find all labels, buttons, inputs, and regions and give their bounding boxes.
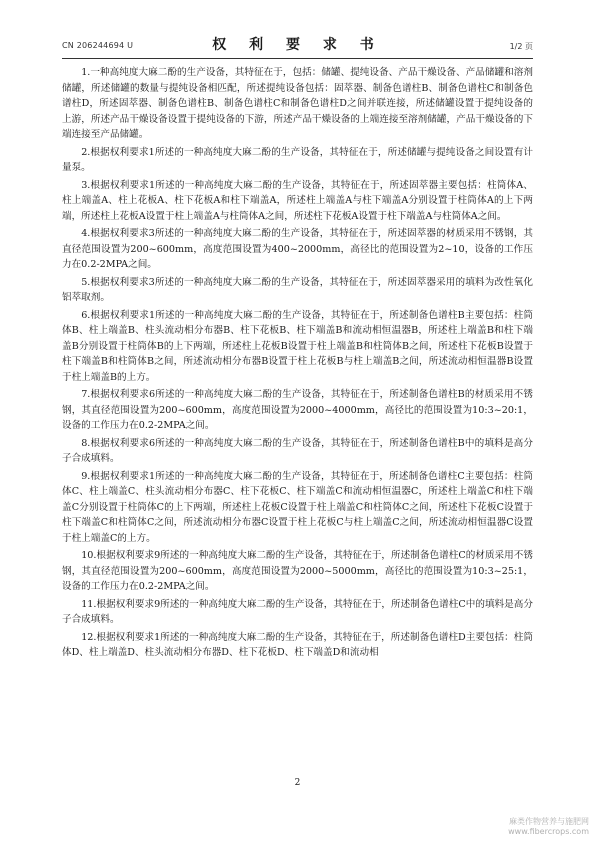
- claim-2: 2.根据权利要求1所述的一种高纯度大麻二酚的生产设备，其特征在于，所述储罐与提纯设备之间设置有计量泵。: [62, 146, 533, 173]
- claim-6: 6.根据权利要求1所述的一种高纯度大麻二酚的生产设备，其特征在于，所述制备色谱柱B主要包括：柱筒体B、柱上端盖B、柱头流动相分布器B、柱下花板B、柱下端盖B和流动相恒温器B，所述柱上端盖B和柱下端盖B分别设置于柱筒体B的上下两端，所述柱上花板B设置于柱上端盖B和柱筒体B之间，所述柱下花板B设置于柱下端盖B和柱筒体B之间，所述流动相分布器B设置于柱上花板B与柱上端盖B之间，所述流动相恒温器B设置于柱上端盖B的上方。: [62, 309, 533, 383]
- claim-4: 4.根据权利要求3所述的一种高纯度大麻二酚的生产设备，其特征在于，所述固萃器的材质采用不锈钢，其直径范围设置为200~600mm，高度范围设置为400~2000mm，高径比的范围设置为2~10，设备的工作压力在0.2-2MPA之间。: [62, 228, 533, 270]
- document-title: 权 利 要 求 书: [212, 37, 383, 53]
- claim-5: 5.根据权利要求3所述的一种高纯度大麻二酚的生产设备，其特征在于，所述固萃器采用的填料为改性氧化铝萃取剂。: [62, 276, 533, 303]
- claim-3: 3.根据权利要求1所述的一种高纯度大麻二酚的生产设备，其特征在于，所述固萃器主要包括：柱筒体A、柱上端盖A、柱上花板A、柱下花板A和柱下端盖A，所述柱上端盖A与柱下端盖A分别设置于柱筒体A的上下两端，所述柱上花板A设置于柱上端盖A与柱筒体A之间，所述柱下花板A设置于柱下端盖A与柱筒体A之间。: [62, 179, 533, 222]
- watermark-text: 麻类作物营养与施肥网: [509, 817, 589, 826]
- claim-10: 10.根据权利要求9所述的一种高纯度大麻二酚的生产设备，其特征在于，所述制备色谱柱C的材质采用不锈钢，其直径范围设置为200~600mm，高度范围设置为2000~5000mm，高径比的范围设置为10:3~25:1，设备的工作压力在0.2-2MPA之间。: [62, 550, 533, 592]
- claim-9: 9.根据权利要求1所述的一种高纯度大麻二酚的生产设备，其特征在于，所述制备色谱柱C主要包括：柱筒体C、柱上端盖C、柱头流动相分布器C、柱下花板C、柱下端盖C和流动相恒温器C，所述柱上端盖C和柱下端盖C分别设置于柱筒体C的上下两端，所述柱上花板C设置于柱上端盖C和柱筒体C之间，所述柱下花板C设置于柱下端盖C和柱筒体C之间，所述流动相分布器C设置于柱上花板C与柱上端盖C之间，所述流动相恒温器C设置于柱上端盖C的上方。: [62, 470, 533, 544]
- header-divider: [62, 58, 533, 59]
- page-indicator: 1/2 页: [509, 42, 533, 51]
- publication-number: CN 206244694 U: [62, 41, 134, 50]
- claim-8: 8.根据权利要求6所述的一种高纯度大麻二酚的生产设备，其特征在于，所述制备色谱柱B中的填料是高分子合成填料。: [62, 437, 533, 464]
- claims-body: [62, 65, 533, 663]
- watermark: [508, 816, 589, 836]
- claim-1: 1.一种高纯度大麻二酚的生产设备，其特征在于，包括：储罐、提纯设备、产品干燥设备、产品储罐和溶剂储罐，所述储罐的数量与提纯设备相匹配，所述提纯设备包括：固萃器、制备色谱柱B、制备色谱柱C和制备色谱柱D，所述固萃器、制备色谱柱B、制备色谱柱C和制备色谱柱D之间并联连接，所述储罐设置于提纯设备的上游，所述产品干燥设备设置于提纯设备的下游，所述产品干燥设备的上端连接至溶剂储罐，产品干燥设备的下端连接至产品储罐。: [62, 67, 533, 140]
- claim-12: 12.根据权利要求1所述的一种高纯度大麻二酚的生产设备，其特征在于，所述制备色谱柱D主要包括：柱筒体D、柱上端盖D、柱头流动相分布器D、柱下花板D、柱下端盖D和流动相: [62, 631, 533, 658]
- watermark-url: www.fibercrops.com: [508, 827, 589, 836]
- page-header: [62, 34, 533, 56]
- claim-11: 11.根据权利要求9所述的一种高纯度大麻二酚的生产设备，其特征在于，所述制备色谱柱C中的填料是高分子合成填料。: [62, 598, 533, 625]
- page-number: 2: [294, 778, 301, 788]
- claim-7: 7.根据权利要求6所述的一种高纯度大麻二酚的生产设备，其特征在于，所述制备色谱柱B的材质采用不锈钢，其直径范围设置为200~600mm，高度范围设置为2000~4000mm，高径比的范围设置为10:3~20:1，设备的工作压力在0.2-2MPA之间。: [62, 389, 533, 431]
